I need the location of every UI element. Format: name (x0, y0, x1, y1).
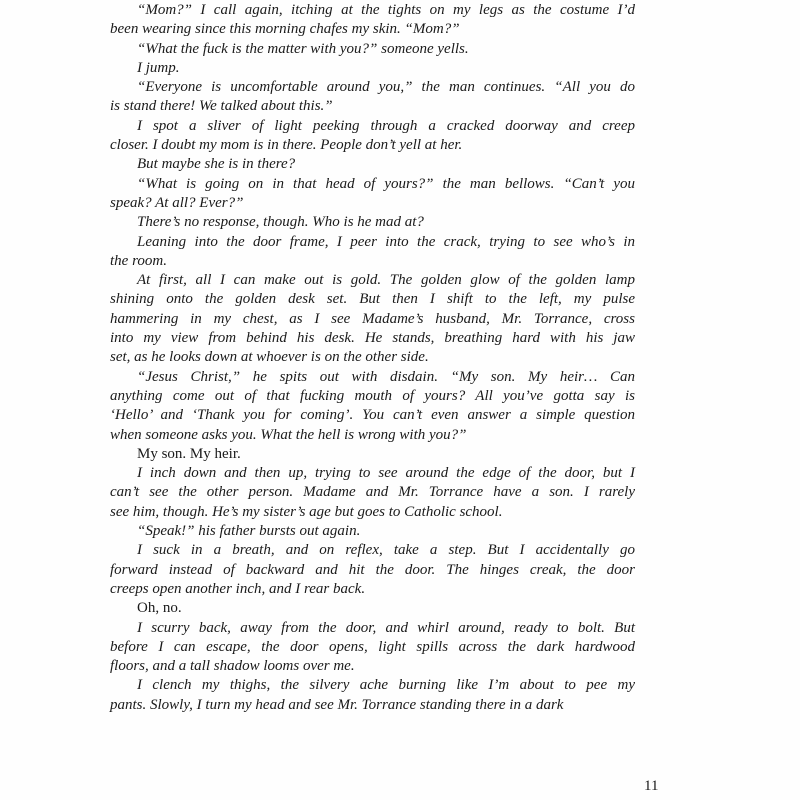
text-line: Oh, no. (137, 600, 182, 617)
text-line: But maybe she is in there? (137, 156, 296, 173)
text-line: can’t see the other person. Madame and Mr. Torrance have a son. I rarely (110, 484, 635, 501)
text-line: floors, and a tall shadow looms over me. (110, 658, 355, 675)
text-line: forward instead of backward and hit the door. The hinges creak, the door (110, 561, 635, 578)
text-line: There’s no response, though. Who is he mad at? (137, 214, 424, 231)
paragraph (110, 541, 635, 599)
text-line: My son. My heir. (137, 445, 241, 462)
text-line: shining onto the golden desk set. But then I shift to the left, my pulse (110, 291, 635, 308)
text-line: “What is going on in that head of yours?” the man bellows. “Can’t you (137, 175, 635, 192)
text-line: hammering in my chest, as I see Madame’s husband, Mr. Torrance, cross (110, 310, 635, 327)
paragraph (110, 599, 635, 618)
text-line: closer. I doubt my mom is in there. People don’t yell at her. (110, 137, 463, 154)
paragraph (110, 676, 635, 715)
text-line: been wearing since this morning chafes my skin. “Mom?” (110, 21, 460, 38)
text-line: ‘Hello’ and ‘Thank you for coming’. You can’t even answer a simple question (110, 407, 635, 424)
text-line: before I can escape, the door opens, light spills across the dark hardwood (110, 638, 635, 655)
body-text (110, 1, 635, 715)
text-line: I inch down and then up, trying to see around the edge of the door, but I (137, 465, 635, 482)
paragraph (110, 368, 635, 445)
text-line: I scurry back, away from the door, and whirl around, ready to bolt. But (137, 619, 635, 636)
text-line: Leaning into the door frame, I peer into the crack, trying to see who’s in (137, 233, 635, 250)
text-line: “Everyone is uncomfortable around you,” the man continues. “All you do (137, 79, 635, 96)
paragraph (110, 233, 635, 272)
paragraph (110, 464, 635, 522)
text-line: pants. Slowly, I turn my head and see Mr. Torrance standing there in a dark (110, 696, 564, 713)
text-line: anything come out of that fucking mouth of yours? All you’ve gotta say is (110, 387, 635, 404)
text-line: set, as he looks down at whoever is on the other side. (110, 349, 429, 366)
text-line: I jump. (137, 59, 180, 76)
paragraph (110, 59, 635, 78)
text-line: “What the fuck is the matter with you?” someone yells. (137, 40, 469, 57)
text-line: is stand there! We talked about this.” (110, 98, 333, 115)
paragraph (110, 271, 635, 367)
text-line: I clench my thighs, the silvery ache burning like I’m about to pee my (137, 677, 635, 694)
paragraph (110, 40, 635, 59)
text-line: I suck in a breath, and on reflex, take a step. But I accidentally go (137, 542, 635, 559)
paragraph (110, 445, 635, 464)
paragraph (110, 1, 635, 40)
text-line: the room. (110, 252, 167, 269)
paragraph (110, 522, 635, 541)
paragraph (110, 78, 635, 117)
text-line: At first, all I can make out is gold. The golden glow of the golden lamp (137, 272, 635, 289)
paragraph (110, 175, 635, 214)
text-line: I spot a sliver of light peeking through a cracked doorway and creep (137, 117, 635, 134)
text-line: see him, though. He’s my sister’s age but goes to Catholic school. (110, 503, 503, 520)
text-line: into my view from behind his desk. He stands, breathing hard with his jaw (110, 330, 635, 347)
paragraph (110, 117, 635, 156)
text-line: speak? At all? Ever?” (110, 194, 244, 211)
paragraph (110, 619, 635, 677)
page-number: 11 (644, 778, 659, 794)
text-line: when someone asks you. What the hell is wrong with you?” (110, 426, 467, 443)
text-line: “Speak!” his father bursts out again. (137, 523, 361, 540)
text-line: “Mom?” I call again, itching at the tights on my legs as the costume I’d (137, 2, 635, 18)
paragraph (110, 155, 635, 174)
text-line: “Jesus Christ,” he spits out with disdain. “My son. My heir… Can (137, 368, 635, 385)
text-line: creeps open another inch, and I rear back. (110, 580, 366, 597)
paragraph (110, 213, 635, 232)
